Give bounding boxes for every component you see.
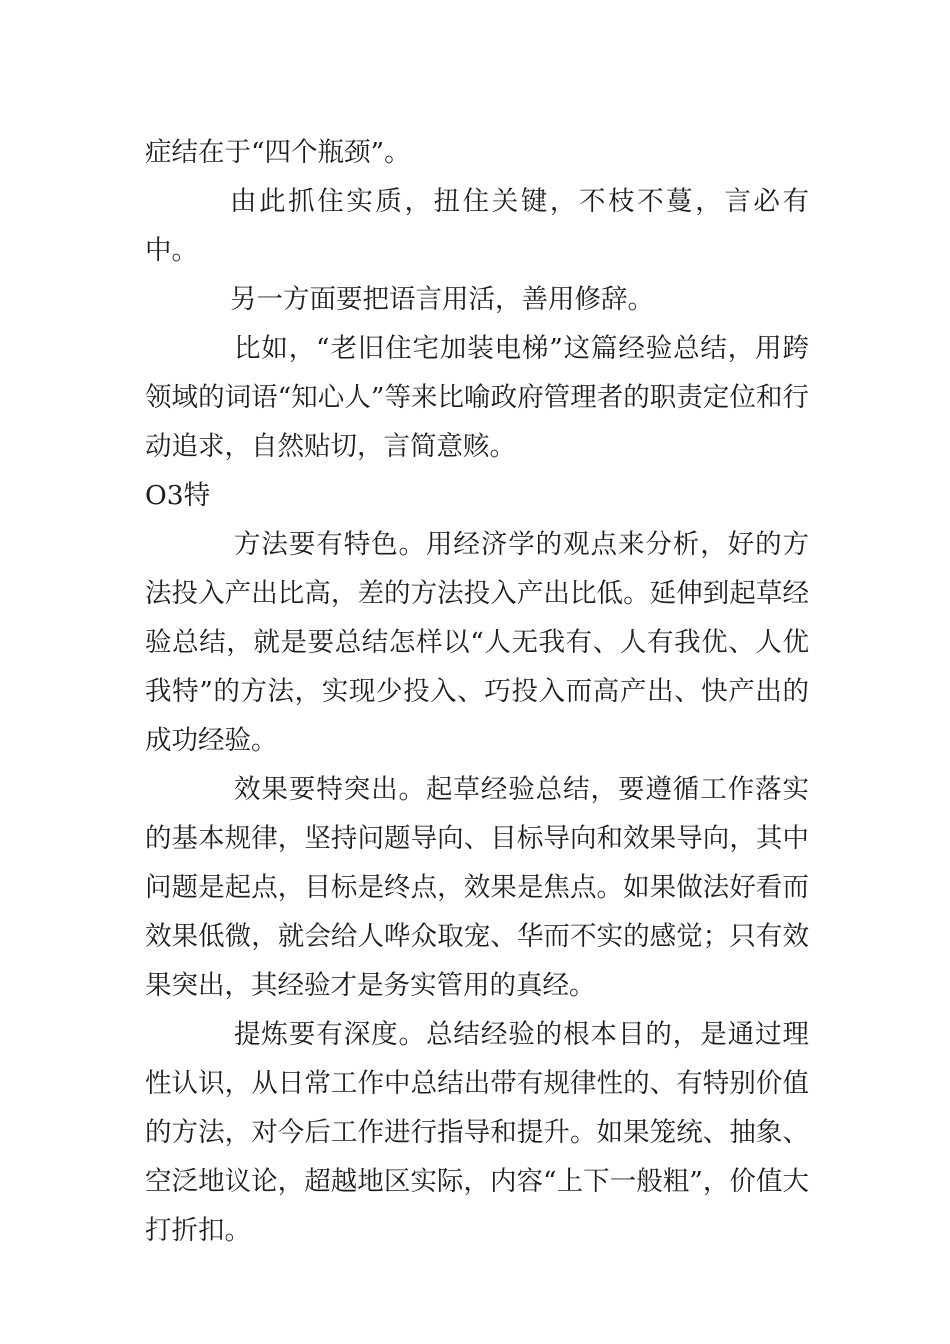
paragraph: 提炼要有深度。总结经验的根本目的，是通过理性认识，从日常工作中总结出带有规律性的、有特别价值的方法，对今后工作进行指导和提升。如果笼统、抽象、空泛地议论，超越地区实际，内容“上下一般粗”，价值大打折扣。 <box>145 1019 809 1246</box>
section-heading: O3特 <box>145 480 211 511</box>
paragraph: 另一方面要把语言用活，善用修辞。 <box>230 284 654 315</box>
paragraph: 方法要有特色。用经济学的观点来分析，好的方法投入产出比高，差的方法投入产出比低。延伸到起草经验总结，就是要总结怎样以“人无我有、人有我优、人优我特”的方法，实现少投入、巧投入而高产出、快产出的成功经验。 <box>145 529 809 756</box>
paragraph-continuation: 症结在于“四个瓶颈”。 <box>145 137 411 168</box>
paragraph: 效果要特突出。起草经验总结，要遵循工作落实的基本规律，坚持问题导向、目标导向和效果导向，其中问题是起点，目标是终点，效果是焦点。如果做法好看而效果低微，就会给人哗众取宠、华而不实的感觉；只有效果突出，其经验才是务实管用的真经。 <box>145 774 809 1001</box>
paragraph: 比如，“老旧住宅加装电梯”这篇经验总结，用跨领域的词语“知心人”等来比喻政府管理者的职责定位和行动追求，自然贴切，言简意赅。 <box>145 333 809 462</box>
document-body <box>145 128 809 1255</box>
paragraph: 由此抓住实质，扭住关键，不枝不蔓，言必有中。 <box>145 186 809 266</box>
